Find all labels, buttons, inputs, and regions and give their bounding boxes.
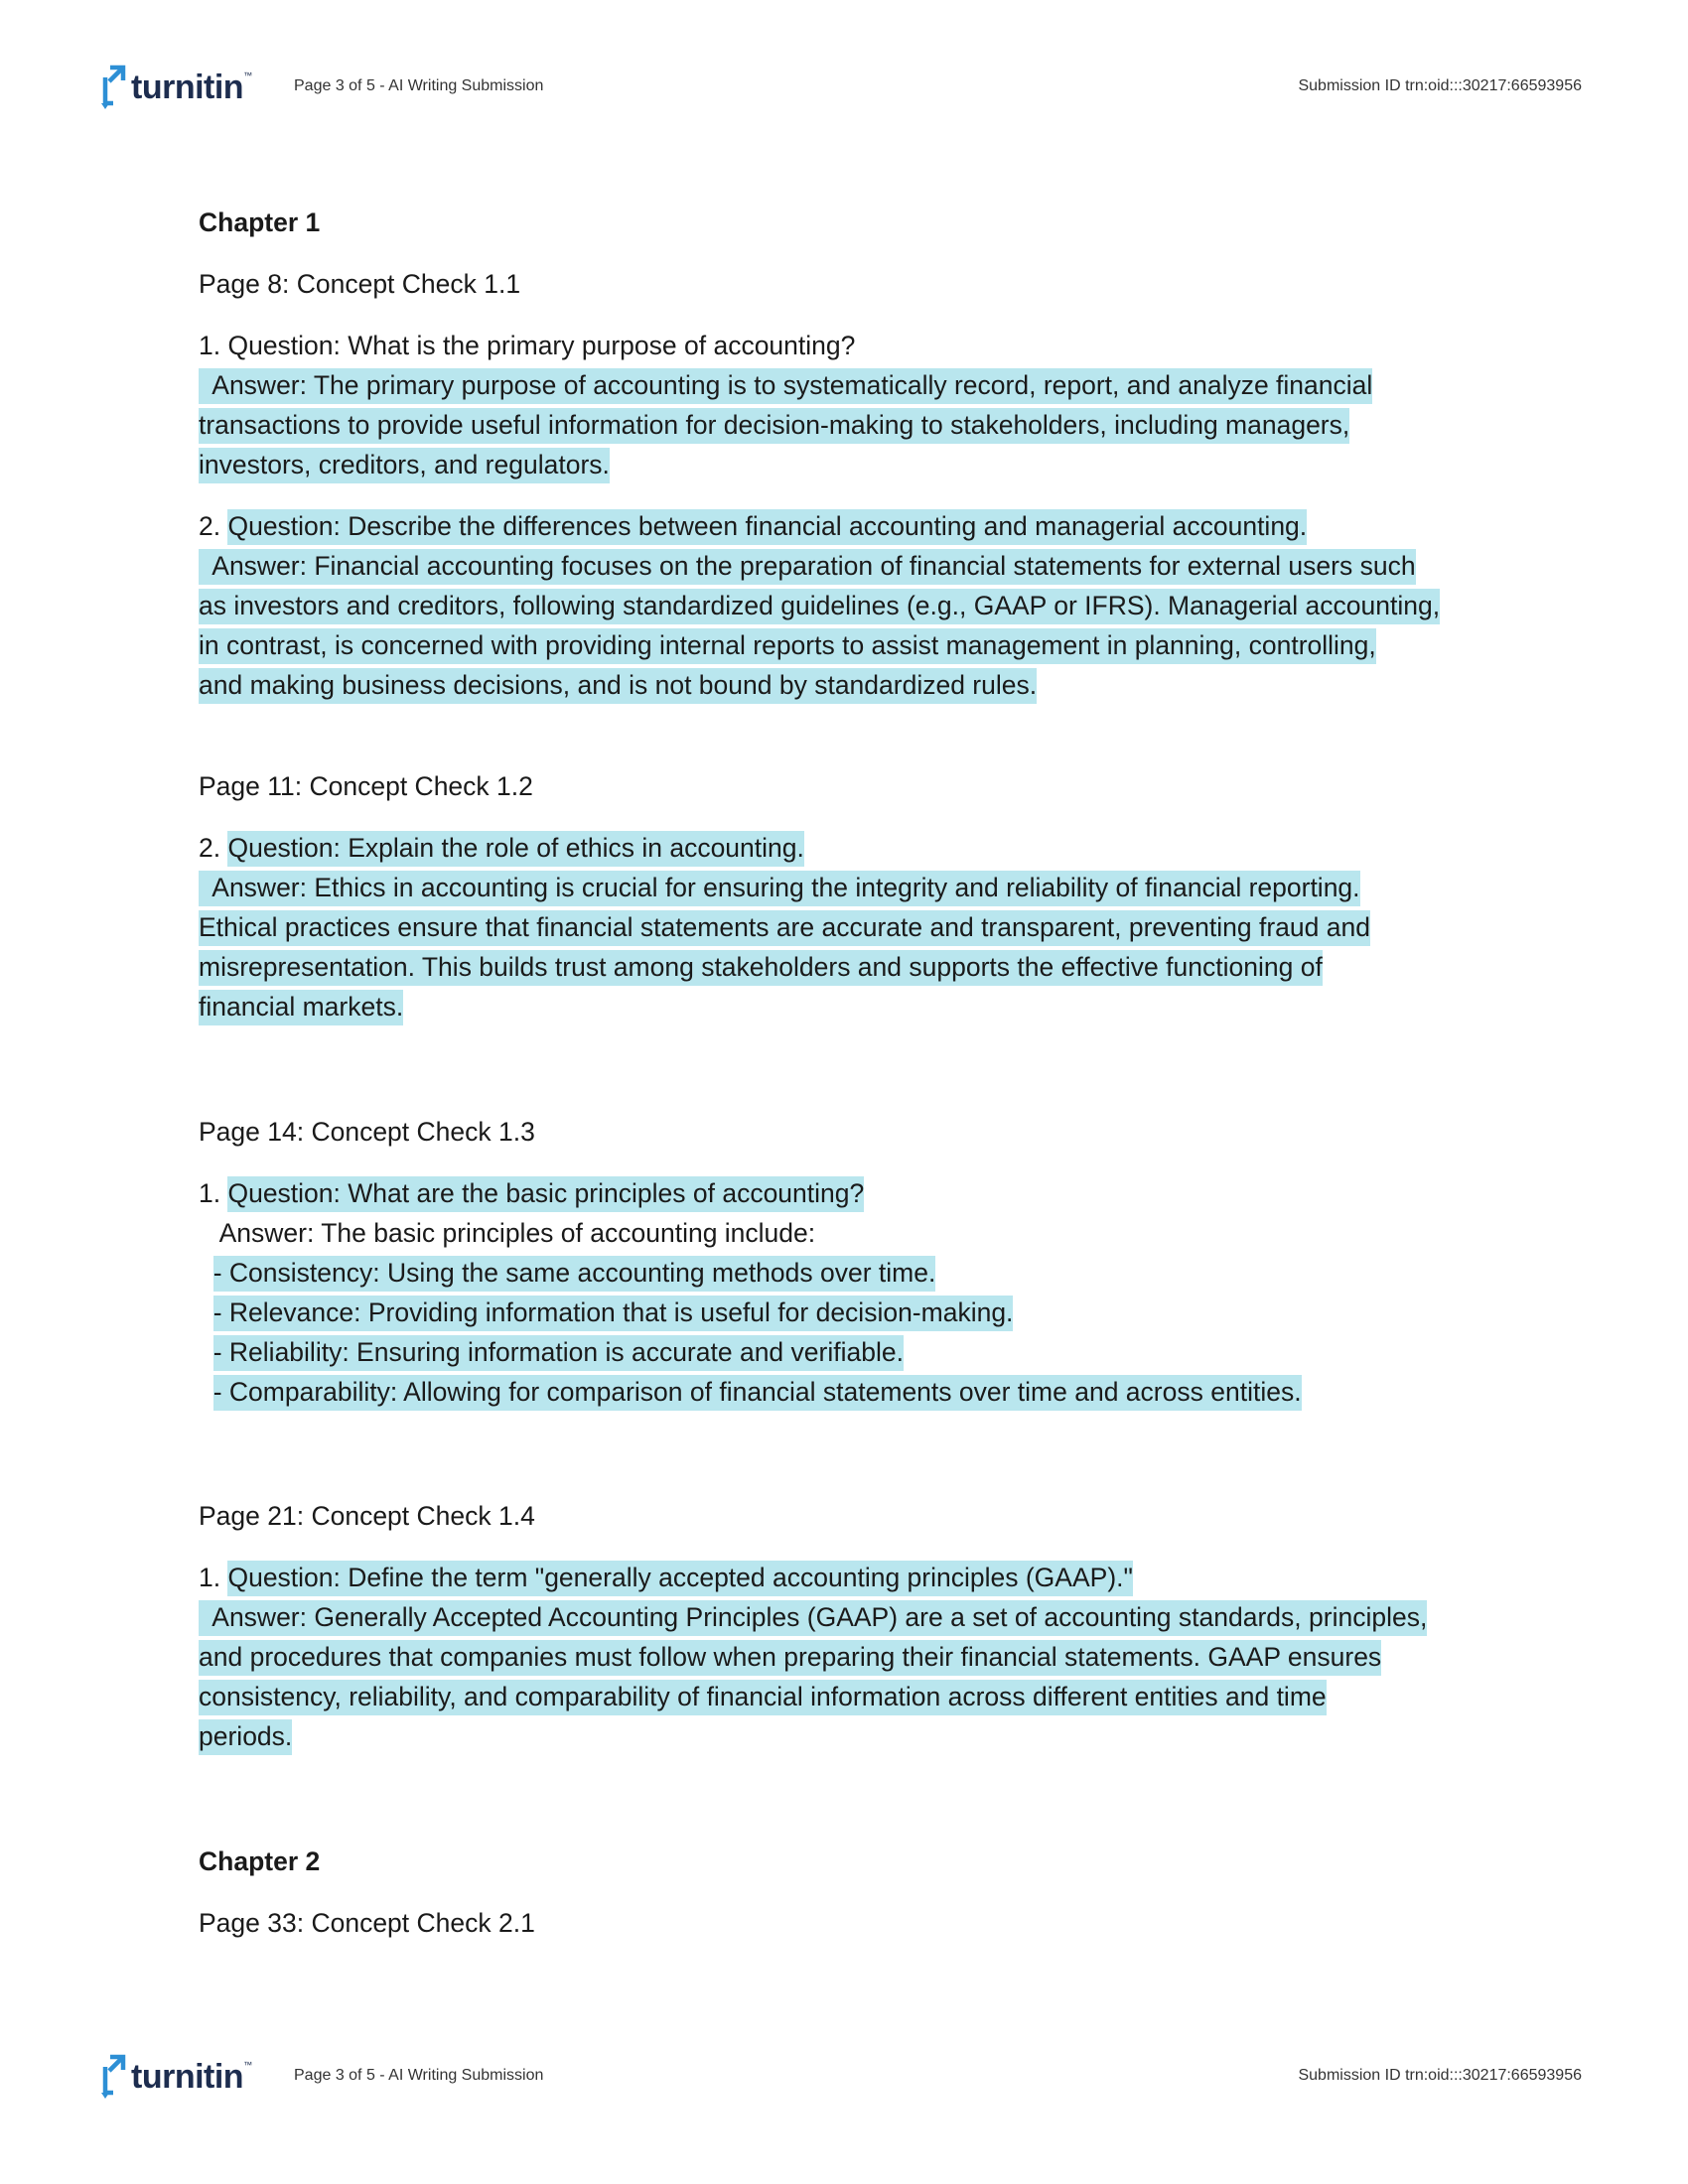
turnitin-logo-icon (97, 2053, 127, 2101)
answer-line: Answer: Generally Accepted Accounting Principles (GAAP) are a set of accounting standards, principles, (199, 1597, 1427, 1637)
section-heading: Page 11: Concept Check 1.2 (199, 771, 533, 801)
answer-line: Ethical practices ensure that financial statements are accurate and transparent, preventing fraud and (199, 907, 1370, 947)
answer-line: consistency, reliability, and comparability of financial information across different entities and time (199, 1677, 1327, 1716)
question-line: 1. Question: What is the primary purpose of accounting? (199, 331, 856, 360)
question-line: 2. Question: Describe the differences between financial accounting and managerial accounting. (199, 506, 1307, 546)
answer-line: as investors and creditors, following standardized guidelines (e.g., GAAP or IFRS). Managerial accounting, (199, 586, 1440, 625)
section-heading: Page 33: Concept Check 2.1 (199, 1908, 535, 1938)
answer-line: Answer: The basic principles of accounting include: (199, 1218, 816, 1248)
page-info: Page 3 of 5 - AI Writing Submission (294, 77, 544, 94)
list-item: - Relevance: Providing information that is useful for decision-making. (199, 1293, 1013, 1332)
answer-line: financial markets. (199, 987, 403, 1026)
chapter-heading: Chapter 2 (199, 1846, 321, 1876)
page-footer (0, 2047, 1688, 2107)
turnitin-logo-icon (97, 64, 127, 111)
page-info: Page 3 of 5 - AI Writing Submission (294, 2067, 544, 2084)
question-line: 2. Question: Explain the role of ethics in accounting. (199, 828, 804, 868)
section-heading: Page 14: Concept Check 1.3 (199, 1117, 535, 1147)
submission-id: Submission ID trn:oid:::30217:66593956 (1298, 77, 1582, 94)
logo-text: turnitin (131, 68, 244, 106)
submission-id: Submission ID trn:oid:::30217:66593956 (1298, 2067, 1582, 2084)
answer-line: investors, creditors, and regulators. (199, 445, 610, 484)
section-heading: Page 8: Concept Check 1.1 (199, 269, 521, 299)
answer-line: in contrast, is concerned with providing internal reports to assist management in planning, controlling, (199, 625, 1376, 665)
answer-line: Answer: Financial accounting focuses on the preparation of financial statements for external users such (199, 546, 1416, 586)
answer-line: and making business decisions, and is not bound by standardized rules. (199, 665, 1037, 705)
page-header (0, 58, 1688, 117)
logo-text: turnitin (131, 2057, 244, 2096)
answer-line: misrepresentation. This builds trust among stakeholders and supports the effective functioning of (199, 947, 1323, 987)
list-item: - Consistency: Using the same accounting methods over time. (199, 1253, 935, 1293)
list-item: - Reliability: Ensuring information is accurate and verifiable. (199, 1332, 904, 1372)
turnitin-logo: turnitin ™ (97, 64, 252, 111)
question-line: 1. Question: What are the basic principles of accounting? (199, 1173, 864, 1213)
answer-line: transactions to provide useful information for decision-making to stakeholders, including managers, (199, 405, 1349, 445)
answer-line: Answer: The primary purpose of accounting is to systematically record, report, and analyze financial (199, 365, 1372, 405)
answer-line: periods. (199, 1716, 292, 1756)
answer-line: and procedures that companies must follow when preparing their financial statements. GAAP ensures (199, 1637, 1381, 1677)
question-line: 1. Question: Define the term "generally accepted accounting principles (GAAP)." (199, 1558, 1133, 1597)
turnitin-logo: turnitin ™ (97, 2053, 252, 2101)
list-item: - Comparability: Allowing for comparison of financial statements over time and across entities. (199, 1372, 1302, 1412)
section-heading: Page 21: Concept Check 1.4 (199, 1501, 535, 1531)
chapter-heading: Chapter 1 (199, 207, 321, 237)
answer-line: Answer: Ethics in accounting is crucial for ensuring the integrity and reliability of financial reporting. (199, 868, 1360, 907)
